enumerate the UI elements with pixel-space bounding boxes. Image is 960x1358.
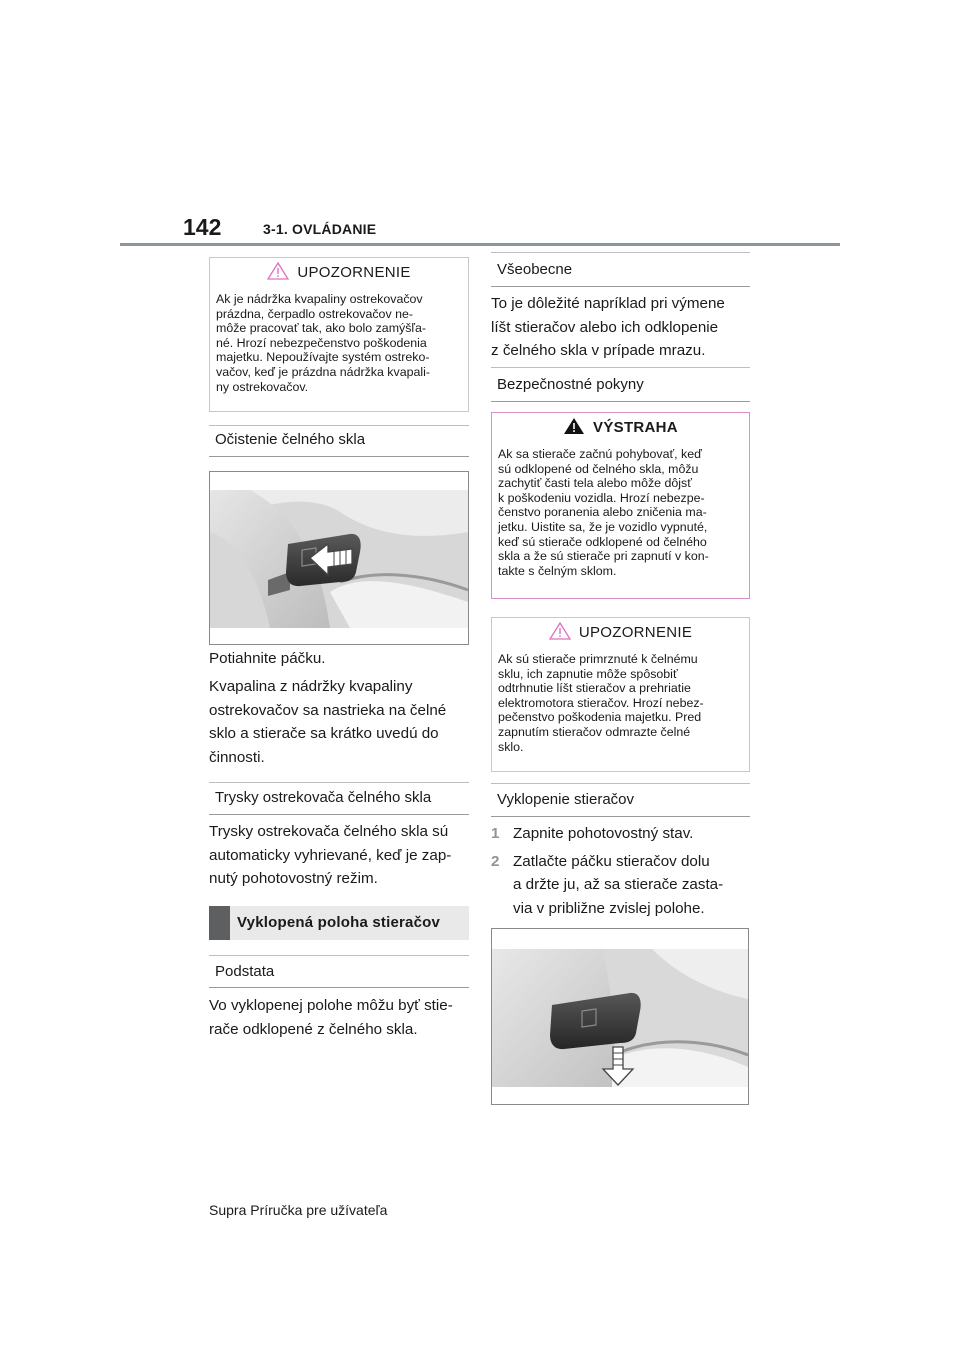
subheading-safety: Bezpečnostné pokyny xyxy=(491,367,750,402)
wiper-lever-pull-illustration xyxy=(210,472,468,644)
notice-box-frozen xyxy=(491,617,750,772)
text-essence: Vo vyklopenej polohe môžu byť stie- rače odklopené z čelného skla. xyxy=(209,997,453,1038)
wiper-lever-push-illustration xyxy=(492,929,748,1104)
notice-title: UPOZORNENIE xyxy=(492,620,749,646)
notice-text: Ak sú stierače primrznuté k čelnému sklu, ich zapnutie môže spôsobiť odtrhnutie líšt stieračov a prehriatie elektromotora stieračov. Hrozí nebez- pečenstvo poškodenia majetku. Pred zapnutím stieračov odmrazte čelné sklo. xyxy=(498,652,704,754)
subheading-clean-windshield: Očistenie čelného skla xyxy=(209,425,469,457)
subheading-washer-jets: Trysky ostrekovača čelného skla xyxy=(209,782,469,815)
footer-manual-title: Supra Príručka pre užívateľa xyxy=(209,1202,388,1218)
section-marker xyxy=(209,906,230,940)
figure-wiper-lever-pull xyxy=(209,471,469,645)
notice-text: Ak je nádržka kvapaliny ostrekovačov prázdna, čerpadlo ostrekovačov ne- môže pracovať tak, ako bolo zamýšľa- né. Hrozí nebezpečenstvo poškodenia majetku. Nepoužívajte systém ostreko- vačov, keď je prázdna nádržka kvapali- ny ostrekovačov. xyxy=(216,292,431,394)
header-rule xyxy=(120,243,840,246)
caution-outline-icon xyxy=(267,262,289,280)
step-item: 1 Zapnite pohotovostný stav. xyxy=(491,822,750,846)
figure-wiper-lever-push-down xyxy=(491,928,749,1105)
subheading-general: Všeobecne xyxy=(491,252,750,287)
subheading-essence: Podstata xyxy=(209,955,469,988)
page-number: 142 xyxy=(183,214,222,240)
step-item: 2 Zatlačte páčku stieračov dolu a držte ju, až sa stierače zasta- via v približne zvislej polohe. xyxy=(491,850,750,921)
steps-list xyxy=(491,822,750,924)
warning-text: Ak sa stierače začnú pohybovať, keď sú odklopené od čelného skla, môžu zachytiť časti tela alebo môže dôjsť k poškodeniu vozidla. Hrozí nebezpe- čenstvo poranenia alebo zničenia ma- jetku. Uistite sa, že je vozidlo vypnuté, keď sú stierače odklopené od čelného skla a že sú stierače pri zapnutí v kon- takte s čelným sklom. xyxy=(498,447,709,578)
warning-filled-icon xyxy=(563,417,585,435)
text-washer-fluid: Kvapalina z nádržky kvapaliny ostrekovačov sa nastrieka na čelné sklo a stierače sa krátko uvedú do činnosti. xyxy=(209,678,447,766)
text-general: To je dôležité napríklad pri výmene líšt stieračov alebo ich odklopenie z čelného skla v prípade mrazu. xyxy=(491,295,725,359)
section-title-fold-position: Vyklopená poloha stieračov xyxy=(209,906,469,940)
warning-title: VÝSTRAHA xyxy=(492,415,749,441)
caution-outline-icon xyxy=(549,622,571,640)
text-washer-jets: Trysky ostrekovača čelného skla sú automaticky vyhrievané, keď je zap- nutý pohotovostný režim. xyxy=(209,823,452,887)
notice-title: UPOZORNENIE xyxy=(210,260,468,286)
notice-box xyxy=(209,257,469,412)
step-number: 2 xyxy=(491,852,500,870)
subheading-fold-wipers: Vyklopenie stieračov xyxy=(491,783,750,817)
warning-box xyxy=(491,412,750,599)
chapter-title: 3-1. OVLÁDANIE xyxy=(263,221,377,237)
text-pull-lever: Potiahnite páčku. xyxy=(209,650,326,667)
step-number: 1 xyxy=(491,825,500,842)
